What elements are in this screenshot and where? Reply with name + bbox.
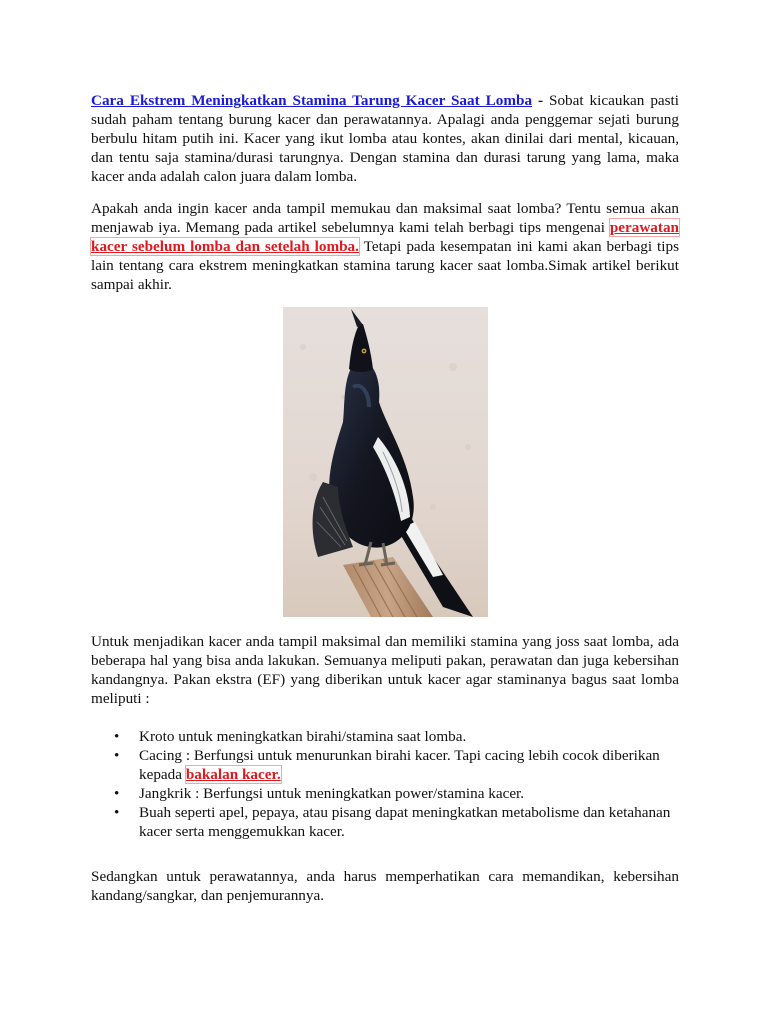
intro-text: Sobat kicaukan pasti sudah paham tentang burung kacer dan perawatannya. Apalagi anda penggemar sejati burung berbulu hitam putih ini. Kacer yang ikut lomba atau kontes, akan dinilai dari mental, kicauan, dan tentu saja stamina/durasi tarungnya. Dengan stamina dan durasi tarung yang lama, maka kacer anda adalah calon juara dalam lomba. [91, 92, 679, 185]
kacer-bird-image [283, 307, 488, 617]
intro-paragraph [91, 91, 679, 186]
bullet-3-icon: • [114, 785, 120, 802]
pakan-list [91, 727, 679, 841]
bullet-4-icon: • [114, 804, 120, 821]
para2-text-before: Apakah anda ingin kacer anda tampil memukau dan maksimal saat lomba? Tentu semua akan menjawab iya. Memang pada artikel sebelumnya kami telah berbagi tips mengenai [91, 200, 679, 236]
second-paragraph [91, 199, 679, 294]
bakalan-kacer-link[interactable]: bakalan kacer. [185, 766, 281, 783]
perawatan-kacer-link[interactable]: perawatan kacer sebelum lomba dan setelah lomba. [91, 219, 679, 255]
article-title-link[interactable]: Cara Ekstrem Meningkatkan Stamina Tarung Kacer Saat Lomba [91, 92, 533, 109]
list-item [91, 784, 679, 803]
title-dash: - [538, 92, 544, 109]
third-paragraph: Untuk menjadikan kacer anda tampil maksimal dan memiliki stamina yang joss saat lomba, ada beberapa hal yang bisa anda lakukan. Semuanya meliputi pakan, perawatan dan juga kebersihan kandangnya. Pakan ekstra (EF) yang diberikan untuk kacer agar staminanya bagus saat lomba meliputi : [91, 633, 679, 707]
list-item-text [139, 746, 679, 784]
list-item [91, 746, 679, 784]
list-item-text-before: Cacing : Berfungsi untuk menurunkan birahi kacer. Tapi cacing lebih cocok diberikan kepada [139, 747, 660, 783]
para2-text-after: Tetapi pada kesempatan ini kami akan berbagi tips lain tentang cara ekstrem meningkatkan stamina tarung kacer saat lomba.Simak artikel berikut sampai akhir. [91, 238, 679, 293]
list-item [91, 727, 679, 746]
list-item-text: Buah seperti apel, pepaya, atau pisang dapat meningkatkan metabolisme dan ketahanan kacer serta menggemukkan kacer. [139, 804, 671, 840]
list-item-text: Kroto untuk meningkatkan birahi/stamina saat lomba. [139, 728, 467, 745]
bullet-2-icon: • [114, 747, 120, 764]
bullet-1-icon: • [114, 728, 120, 745]
list-item [91, 803, 679, 841]
list-item-text: Jangkrik : Berfungsi untuk meningkatkan power/stamina kacer. [139, 785, 525, 802]
fourth-paragraph: Sedangkan untuk perawatannya, anda harus memperhatikan cara memandikan, kebersihan kandang/sangkar, dan penjemurannya. [91, 868, 679, 904]
